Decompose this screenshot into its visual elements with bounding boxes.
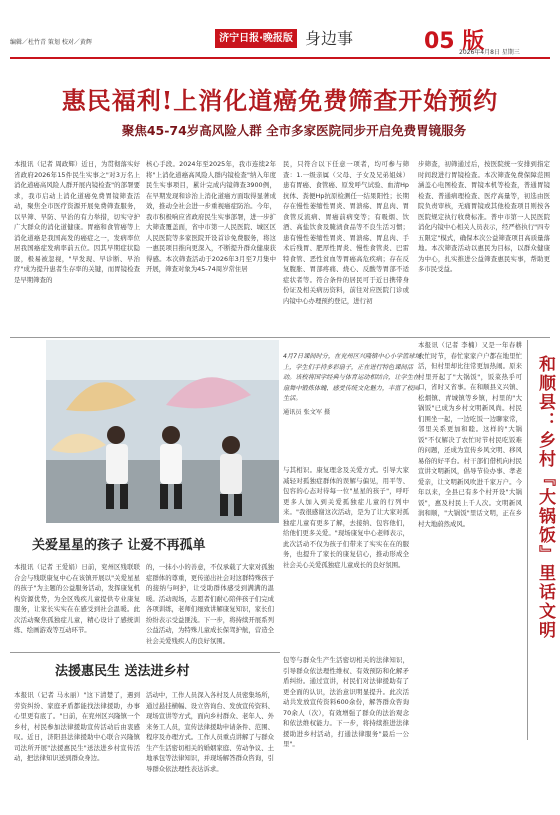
page-header <box>0 0 560 60</box>
page-number: 05 版 <box>424 29 485 54</box>
article3-column-3: 包等与群众生产生活密切相关的法律知识，引导群众依法理性维权、有效预防和化解矛盾纠纷。通过宣讲，村民们对法律援助有了更全面的认识，法治意识明显提升。此次活动共发放宣传资料600余份，解答群众咨询70余人（次），有效增强了群众的法治观念和依法维权能力。下一步，将持续推进法律援助进乡村活动，打通法律服务"最后一公里"。 <box>283 656 409 748</box>
article3-column-1: 本报讯（记者 马永丽）"这下清楚了，遇到劳资纠纷、家庭矛盾都能找法律援助，办事心里更有底了。"日前，在兖州区兴隆镇一个乡村，村民参加法律援助宣传活动后由衷感叹。近日，济阳县法律援助中心联合兴隆镇司法所开展"法援惠民生"送法进乡村宣传活动，把法律知识送到群众身边。 <box>14 691 140 762</box>
issue-date: 2026年4月8日 星期三 <box>459 49 520 56</box>
article3-column-2: 活动中，工作人员深入各村及人员密集场所，通过悬挂横幅、设立咨询台、发放宣传资料、现场宣讲等方式，面向乡村群众、老年人、外来务工人员，宣传法律援助申请条件、范围、程序及办理方式。工作人员重点讲解了与群众生产生活密切相关的婚姻家庭、劳动争议、土地承包等法律知识，并现场解答群众咨询，引导群众依法理性表达诉求。 <box>146 691 274 773</box>
divider <box>10 652 280 653</box>
main-headline: 惠民福利!上消化道癌免费筛查开始预约 <box>61 86 499 115</box>
article2-column-2: 的，一抹小小的善意，不仅承载了大家对孤独症群体的尊重，更传递出社会对这群特殊孩子的接纳与呵护，让受助群体感受到满满的温暖。活动现场，志愿者们耐心陪伴孩子们完成各项训练，老师们细致讲解康复知识，家长们纷纷表示受益匪浅。下一步，将持续开展系列公益活动，为特殊儿童成长保驾护航，营造全社会关爱残疾人的良好氛围。 <box>146 563 274 644</box>
header-rule <box>10 57 550 59</box>
article2-column-1: 本报讯（记者 王爱娟）日前，兖州区残联联合会与残联康复中心在该镇开展以"关爱星星的孩子"为主题的公益服务活动，发挥康复机构资源优势，为全区残疾儿童提供专业康复服务，让家长实实在在感受到社会温暖。此次活动聚焦孤独症儿童，精心设计了感统训练、绘画游戏等互动环节。 <box>14 563 140 634</box>
editors-line: 编辑／杜竹青 策划 校对／黄辉 <box>10 39 92 46</box>
divider <box>10 337 550 338</box>
article2-column-3: 与其相识。康复理念及关爱方式。引导大家减轻对孤独症群体的误解与偏见，用平等、包容的心态对待每一位"星星的孩子"，呼吁更多人加入到关爱孤独症儿童的行列中来。"我很感谢这次活动，是为了让大家对孤独症儿童有更多了解，去接纳、包容他们，给他们更多关爱。"现场康复中心老师表示，此次活动不仅为孩子们带来了实实在在的服务，也提升了家长的康复信心，推动形成全社会关心关爱孤独症儿童成长的良好氛围。 <box>283 466 409 569</box>
article4-title: 和顺县：乡村『大锅饭』里话文明 <box>535 355 555 640</box>
article4-body: 本报讯（记者 李楠）又是一年春耕农忙时节，春忙家家户户都在地里忙活，但村里却比往常更加热闹。原来村里开起了"大锅饭"，饭菜热乎可口，省时又省事。在和顺县义兴镇、松烟镇、青城镇等乡镇，村里的"大锅饭"已成为乡村文明新风尚。村民们围坐一起，一边吃饭一边聊家常，邻里关系更加和睦。这样的"大锅饭"不仅解决了农忙时节村民吃饭难的问题，还成为宣传乡风文明、移风易俗的好平台。村干部们借机向村民宣讲文明新风，倡导节俭办事、孝老爱亲，让文明新风吹进千家万户。今年以来，全县已有多个村开设"大锅饭"，惠及村民上千人次。文明新风润和顺，"大锅饭"里话文明，正在乡村大地蔚然成风。 <box>418 341 522 528</box>
newspaper-logo: 济宁日报·晚报版 <box>215 29 297 48</box>
photo-caption: 4月7日课间时分，在兖州区兴隆镇中心小学篮球场上，学生们手持多彩扇子，正在进行特色课间活动。该校将国学经典与体育运动相结合，让学生在扇舞中锻炼体魄、感受传统文化魅力，丰富了校园生活。 <box>283 353 421 402</box>
article1-column-2: 核心手段。2024年至2025年，我市连续2年将"上消化道癌高风险人群内镜检查"纳入年度民生实事项目，累计完成内镜筛查3900例，在早期发现和诊治上消化道癌方面取得显著成效，推动全社会进一步重视癌症防治。今年，我市积极响应省政府民生实事部署，进一步扩大筛查覆盖面，省中市第一人民医院、城区区人民医院等多家医院开设首诊免费服务，将这一惠民项目推向更深入，不断提升群众健康获得感。本次筛查活动于2026年3月至7月集中开展，筛查对象为45-74周岁常住居 <box>146 160 276 273</box>
article4-divider <box>527 340 528 740</box>
children-fan-dance-photo <box>46 340 279 523</box>
article1-column-3: 民，只符合以下任意一项者，均可参与筛查：1.一级亲属（父母、子女及兄弟姐妹）患有胃癌、食管癌、原发呼气试验、血清Hp抗体、粪便Hp抗原检测任一结果阳性；长期存在慢性萎缩性胃炎、胃溃疡、胃息肉、胃食管反流病、胃癌前病变等；有吸烟、饮酒、高盐饮食及腌渍食品等不良生活习惯；患有慢性萎缩性胃炎、胃溃疡、胃息肉、手术后残胃、肥厚性胃炎、慢性食管炎、巴雷特食管、恶性贫血等胃癌高危疾病；存在反复腹胀、胃部疼痛、烧心、反酸等胃部不适症状者等。符合条件的居民可于近日携带身份证及相关病历资料，前往对应医院门诊或内镜中心办理预约登记，进行初 <box>283 160 409 305</box>
main-subheadline: 聚焦45-74岁高风险人群 全市多家医院同步开启免费胃镜服务 <box>121 123 467 138</box>
section-title: 身边事 <box>305 29 354 48</box>
article1-column-4: 步筛查，初筛通过后，按医院统一安排到指定时间段进行胃镜检查。本次筛查免费保障范围涵盖心电图检查、胃镜本机等检查，普通胃镜检查、普通病理检查、医疗高量等，初选由医院负责审核，无痛胃镜或其他检查项目则按各医院规定执行收费标准。普中市第一人民医院消化内镜中心相关人员表示，经严格执行"四专五限定"模式，确保本次公益筛查项目高质量落地。本次筛查活动以惠民为目标，以群众健康为中心，扎实推进公益筛查惠民实事，帮助更多市民受益。 <box>418 160 550 273</box>
article1-column-1: 本报讯（记者 周政辉）近日，为贯彻落实好省政府2026年15件民生实事之"对3万名上消化道癌高风险人群开展内镜检查"的部署要求，我市启动上消化道癌免费胃镜筛查活动，聚焦全市医疗资源开展免费筛查服务，以早筛、早防、早治的有力举措，切实守护广大群众的消化道健康。胃癌和食管癌等上消化道癌是我国高发的癌症之一，发病率位居我国癌症发病率前五位。因其早期症状隐匿，极易被忽视，"早发现、早诊断、早治疗"成为提升患者生存率的关键，而胃镜检查是早期筛查的 <box>14 160 140 284</box>
article2-title: 关爱星星的孩子 让爱不再孤单 <box>32 538 206 553</box>
photo-caption-box <box>283 352 423 456</box>
photo-credit: 通讯员 张文军 摄 <box>283 408 331 416</box>
article3-title: 法援惠民生 送法进乡村 <box>55 664 190 679</box>
